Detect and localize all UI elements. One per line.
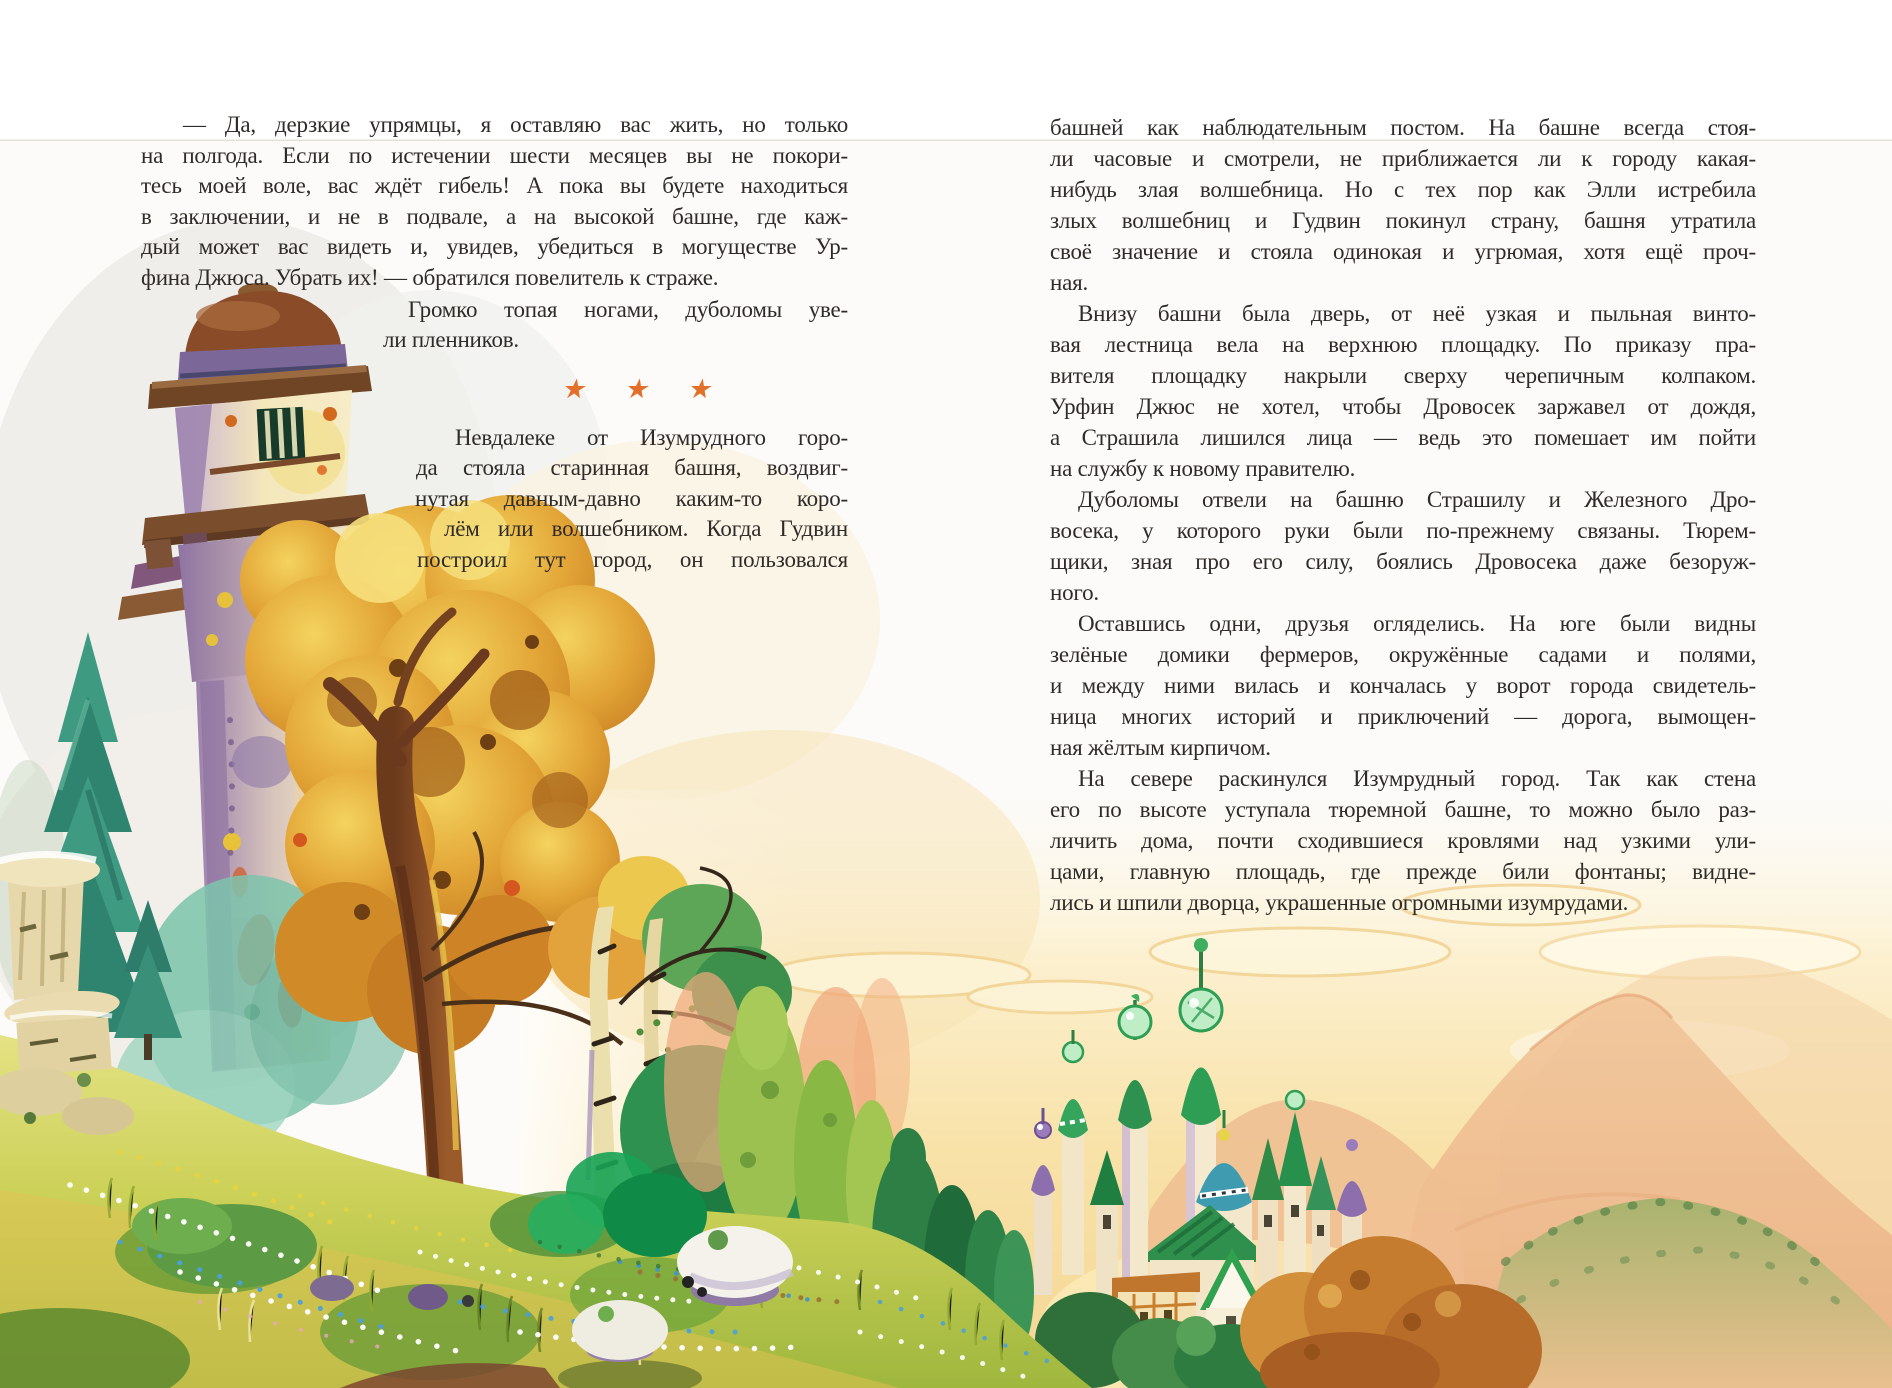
text-line: дый может вас видеть и, увидев, убедиться в могуществе Ур-: [141, 234, 848, 259]
left-page-text: [141, 110, 848, 293]
text-line: нутая давным-давно каким-то коро-: [415, 486, 848, 511]
text-line: и между ними вилась и кончалась у ворот города свидетель-: [1050, 673, 1756, 698]
text-line: лись и шпили дворца, украшенные огромными изумрудами.: [1050, 890, 1629, 915]
text-line: башней как наблюдательным постом. На башне всегда стоя-: [1050, 115, 1756, 140]
text-line: цами, главную площадь, где прежде били фонтаны; видне-: [1050, 859, 1756, 884]
text-line: ница многих историй и приключений — дорога, вымощен-: [1050, 704, 1756, 729]
text-line: в заключении, и не в подвале, а на высокой башне, где каж-: [141, 203, 848, 229]
text-line: своё значение и стояла одинокая и угрюмая, хотя ещё проч-: [1050, 239, 1756, 264]
text-line: щики, зная про его силу, боялись Дровосека даже безоруж-: [1050, 549, 1756, 574]
text-line: вая лестница вела на верхнюю площадку. По приказу пра-: [1050, 332, 1756, 357]
text-line: Дуболомы отвели на башню Страшилу и Железного Дро-: [1078, 487, 1756, 512]
text-line: ная.: [1050, 270, 1089, 295]
text-line: да стояла старинная башня, воздвиг-: [416, 455, 848, 480]
text-line: зелёные домики фермеров, окружённые садами и полями,: [1050, 642, 1756, 667]
text-line: на полгода. Если по истечении шести месяцев вы не покори-: [141, 142, 848, 168]
text-line: на службу к новому правителю.: [1050, 456, 1356, 481]
text-line: Громко топая ногами, дуболомы уве-: [408, 297, 848, 322]
text-line: ли пленников.: [383, 327, 519, 352]
text-line: личить дома, почти сходившиеся кровлями над узкими ули-: [1050, 828, 1756, 853]
text-line: нибудь злая волшебница. Но с тех пор как Элли истребила: [1050, 177, 1756, 202]
text-line: Внизу башни была дверь, от неё узкая и пыльная винто-: [1078, 301, 1756, 326]
text-line: ли часовые и смотрели, не приближается ли к городу какая-: [1050, 146, 1756, 171]
text-line: Урфин Джюс не хотел, чтобы Дровосек заржавел от дождя,: [1050, 394, 1756, 419]
text-line: построил тут город, он пользовался: [417, 547, 848, 572]
text-line: фина Джюса. Убрать их! — обратился повелитель к страже.: [141, 264, 719, 290]
text-line: а Страшила лишился лица — ведь это помешает им пойти: [1050, 425, 1756, 450]
text-line: Невдалеке от Изумрудного горо-: [455, 425, 848, 450]
text-line: ного.: [1050, 580, 1099, 605]
text-line: ная жёлтым кирпичом.: [1050, 735, 1271, 760]
text-line: На севере раскинулся Изумрудный город. Так как стена: [1078, 766, 1756, 791]
text-line: восека, у которого руки были по-прежнему связаны. Тюрем-: [1050, 518, 1756, 543]
text-line: Оставшись одни, друзья огляделись. На юге были видны: [1078, 611, 1756, 636]
right-page-text: [1050, 112, 1756, 918]
text-line: лём или волшебником. Когда Гудвин: [444, 516, 848, 541]
text-line: вителя площадку накрыли сверху черепичным колпаком.: [1050, 363, 1756, 388]
text-line: злых волшебниц и Гудвин покинул страну, башня утратила: [1050, 208, 1756, 233]
section-separator-stars: ★ ★ ★: [560, 374, 732, 404]
text-line: тесь моей воле, вас ждёт гибель! А пока вы будете находиться: [141, 173, 848, 198]
text-line: его по высоте уступала тюремной башне, то можно было раз-: [1050, 797, 1756, 822]
text-line: — Да, дерзкие упрямцы, я оставляю вас жить, но только: [183, 112, 848, 137]
